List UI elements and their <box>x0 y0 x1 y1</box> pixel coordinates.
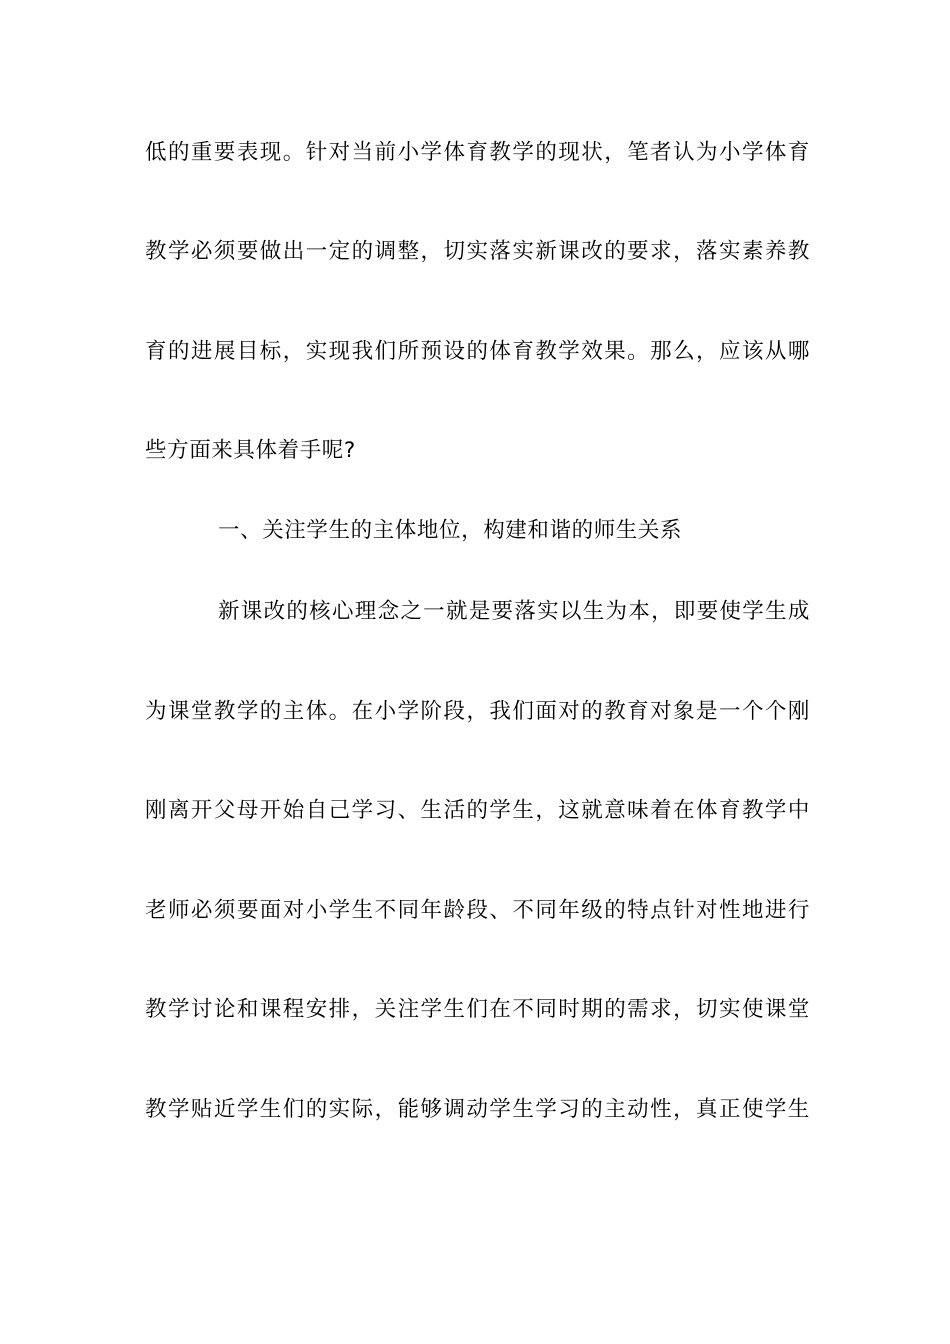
paragraph-line: 刚离开父母开始自己学习、生活的学生，这就意味着在体育教学中 <box>145 798 810 823</box>
paragraph-line: 为课堂教学的主体。在小学阶段，我们面对的教育对象是一个个刚 <box>145 699 810 724</box>
paragraph-line: 些方面来具体着手呢? <box>145 438 356 463</box>
paragraph-line: 教学贴近学生们的实际，能够调动学生学习的主动性，真正使学生 <box>145 1097 810 1122</box>
paragraph-line: 教学必须要做出一定的调整，切实落实新课改的要求，落实素养教 <box>145 239 810 264</box>
paragraph-line: 教学讨论和课程安排，关注学生们在不同时期的需求，切实使课堂 <box>145 997 810 1022</box>
section-heading: 一、关注学生的主体地位，构建和谐的师生关系 <box>218 518 683 543</box>
paragraph-line: 新课改的核心理念之一就是要落实以生为本，即要使学生成 <box>218 599 810 624</box>
paragraph-line: 低的重要表现。针对当前小学体育教学的现状，笔者认为小学体育 <box>145 140 810 165</box>
paragraph-line: 老师必须要面对小学生不同年龄段、不同年级的特点针对性地进行 <box>145 898 810 923</box>
paragraph-line: 育的进展目标，实现我们所预设的体育教学效果。那么，应该从哪 <box>145 339 810 364</box>
